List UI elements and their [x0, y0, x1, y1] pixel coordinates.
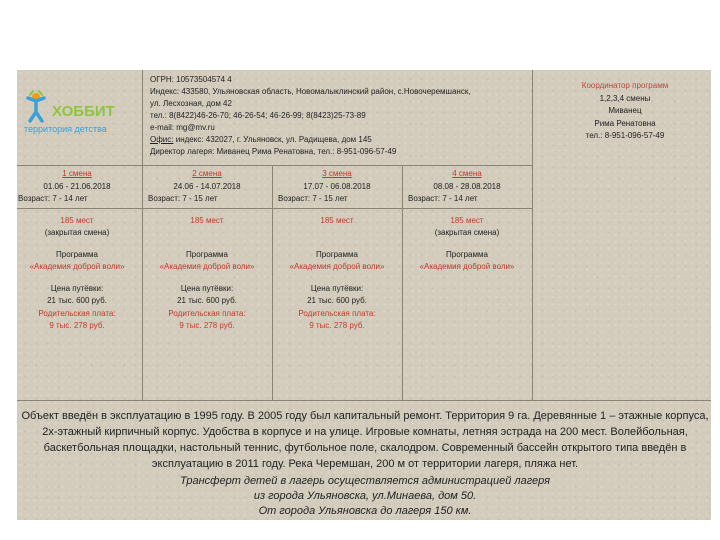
shift-column-4 — [402, 168, 532, 283]
shift-name: 4 смена — [452, 169, 482, 178]
shift-dates: 01.06 - 21.06.2018 — [43, 181, 111, 191]
shift-age: Возраст: 7 - 14 лет — [18, 194, 88, 203]
shift-dates: 17.07 - 06.08.2018 — [303, 181, 371, 191]
program-label: Программа — [446, 249, 488, 259]
shift-dates: 24.06 - 14.07.2018 — [173, 181, 241, 191]
address-street: ул. Лесхозная, дом 42 — [150, 99, 232, 108]
coordinator-shifts: 1,2,3,4 смены — [599, 93, 651, 103]
parent-price: 9 тыс. 278 руб. — [179, 321, 235, 330]
shift-places: 185 мест — [190, 215, 224, 225]
director: Директор лагеря: Миванец Рима Ренатовна, тел.: 8-951-096-57-49 — [150, 147, 397, 156]
coordinator-block — [540, 80, 710, 143]
coordinator-title: Координатор программ — [581, 81, 669, 90]
transfer-line-1: Трансферт детей в лагерь осуществляется администрацией лагеря — [180, 475, 550, 487]
shift-places: 185 мест — [320, 215, 354, 225]
price-label: Цена путёвки: — [180, 283, 234, 293]
parent-price-label: Родительская плата: — [298, 308, 376, 318]
shift-column-3 — [272, 168, 402, 333]
program-label: Программа — [316, 249, 358, 259]
parent-price-label: Родительская плата: — [168, 308, 246, 318]
shift-note: (закрытая смена) — [434, 228, 500, 237]
coordinator-surname: Миванец — [608, 106, 642, 115]
transfer-info — [20, 474, 710, 519]
shift-name: 2 смена — [192, 169, 222, 178]
transfer-line-3: От города Ульяновска до лагеря 150 км. — [258, 505, 472, 517]
office — [150, 134, 540, 146]
logo-name: ХОББИТ — [52, 103, 115, 120]
phones: тел.: 8(8422)46-26-70; 46-26-54; 46-26-99; 8(8423)25-73-89 — [150, 111, 366, 120]
shift-places: 185 мест — [450, 215, 484, 225]
shift-places: 185 мест — [60, 215, 94, 225]
program-name: «Академия доброй воли» — [419, 262, 515, 271]
program-name: «Академия доброй воли» — [159, 262, 255, 271]
logo-tagline: территория детства — [24, 124, 107, 134]
shift-age: Возраст: 7 - 14 лет — [408, 194, 478, 203]
coordinator-phone: тел.: 8-951-096-57-49 — [585, 131, 665, 140]
email: e-mail: mg@mv.ru — [150, 123, 215, 132]
shift-note — [142, 227, 272, 240]
parent-price: 9 тыс. 278 руб. — [49, 321, 105, 330]
grid-line — [17, 165, 532, 166]
shift-name: 3 смена — [322, 169, 352, 178]
price: 21 тыс. 600 руб. — [47, 296, 107, 305]
ogrn: ОГРН: 10573504574 4 — [150, 75, 232, 84]
program-name: «Академия доброй воли» — [289, 262, 385, 271]
grid-line — [17, 400, 711, 401]
shift-note — [272, 227, 402, 240]
price-label: Цена путёвки: — [310, 283, 364, 293]
parent-price: 9 тыс. 278 руб. — [309, 321, 365, 330]
shift-name: 1 смена — [62, 169, 92, 178]
program-label: Программа — [56, 249, 98, 259]
coordinator-name: Рима Ренатовна — [594, 118, 656, 128]
camp-logo — [22, 88, 134, 136]
shift-column-2 — [142, 168, 272, 333]
transfer-line-2: из города Ульяновска, ул.Минаева, дом 50. — [253, 490, 477, 502]
address-index: Индекс: 433580, Ульяновская область, Новомалыклинский район, с.Новочеремшанск, — [150, 87, 471, 96]
parent-price-label: Родительская плата: — [38, 308, 116, 318]
program-label: Программа — [186, 249, 228, 259]
camp-logo-image — [22, 88, 134, 136]
office-address: индекс: 432027, г. Ульяновск, ул. Радищева, дом 145 — [173, 135, 372, 144]
shift-column-1 — [12, 168, 142, 333]
camp-description: Объект введён в эксплуатацию в 1995 году. В 2005 году был капитальный ремонт. Территория 9 га. Деревянные 1 – этажные корпуса, 2х-этажный кирпичный корпус. Удобства в корпусе и на улице. Игровые комнаты, летняя эстрада на 200 мест. Волейбольная, баскетбольная площадки, настольный теннис, футбольное поле, скалодром. Современный бассейн открытого типа введён в эксплуатацию в 2011 году. Река Черемшан, 200 м от территории лагеря, пляжа нет. — [21, 410, 709, 470]
program-name: «Академия доброй воли» — [29, 262, 125, 271]
shift-age: Возраст: 7 - 15 лет — [148, 194, 218, 203]
price: 21 тыс. 600 руб. — [177, 296, 237, 305]
price-label: Цена путёвки: — [50, 283, 104, 293]
price: 21 тыс. 600 руб. — [307, 296, 367, 305]
shift-dates: 08.08 - 28.08.2018 — [433, 181, 501, 191]
shift-age: Возраст: 7 - 15 лет — [278, 194, 348, 203]
shift-note: (закрытая смена) — [44, 228, 110, 237]
camp-info — [150, 74, 540, 158]
office-label: Офис: — [150, 135, 174, 144]
